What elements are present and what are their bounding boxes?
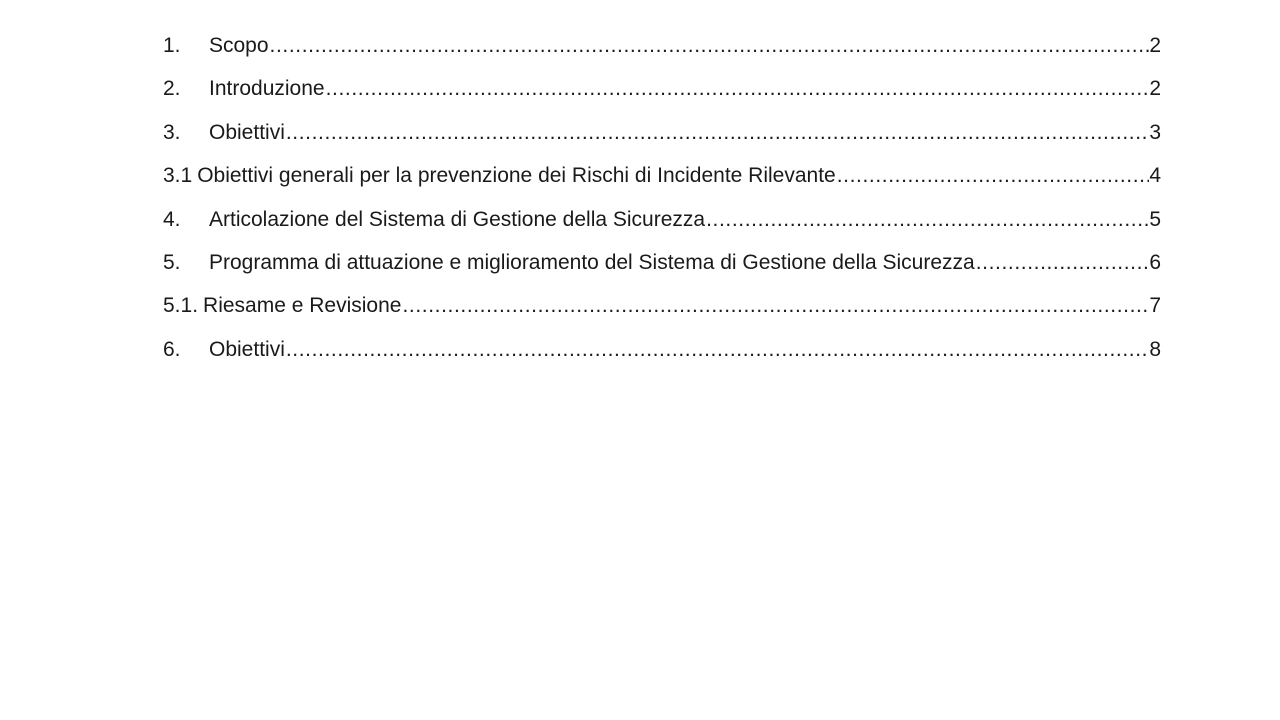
toc-entry-page: 6 [1149, 250, 1161, 274]
toc-entry-title: Programma di attuazione e miglioramento del Sistema di Gestione della Sicurezza [209, 250, 975, 274]
toc-entry-number: 3. [163, 120, 181, 144]
toc-entry-page: 2 [1149, 34, 1161, 57]
toc-dot-leader [325, 73, 1150, 105]
toc-entry-3[interactable] [163, 117, 1161, 160]
toc-entry-number: 5.1. [163, 294, 199, 318]
toc-entry-1[interactable] [163, 30, 1161, 73]
toc-dot-leader [401, 290, 1149, 322]
toc-entry-5[interactable] [163, 247, 1161, 290]
toc-dot-leader [285, 334, 1149, 366]
toc-dot-leader [285, 117, 1149, 149]
toc-entry-number: 2. [163, 77, 181, 101]
toc-entry-2[interactable] [163, 73, 1161, 116]
toc-dot-leader [269, 30, 1150, 62]
toc-entry-number: 5. [163, 250, 181, 274]
toc-entry-page: 3 [1149, 120, 1161, 144]
toc-dot-leader [705, 204, 1149, 236]
toc-entry-page: 5 [1149, 207, 1161, 231]
toc-entry-6[interactable] [163, 334, 1161, 377]
table-of-contents [163, 30, 1161, 377]
toc-entry-4[interactable] [163, 204, 1161, 247]
toc-entry-page: 2 [1149, 77, 1161, 101]
toc-entry-title: Obiettivi [209, 120, 285, 144]
toc-entry-number: 1. [163, 34, 181, 57]
toc-entry-page: 8 [1149, 337, 1161, 361]
toc-dot-leader [975, 247, 1150, 279]
toc-dot-leader [836, 160, 1150, 192]
toc-entry-title: Scopo [209, 34, 269, 57]
toc-entry-page: 4 [1149, 164, 1161, 188]
toc-entry-title: Riesame e Revisione [203, 294, 402, 318]
toc-entry-title: Articolazione del Sistema di Gestione della Sicurezza [209, 207, 706, 231]
toc-entry-5-1[interactable] [163, 290, 1161, 333]
toc-entry-title: Obiettivi [209, 337, 285, 361]
toc-entry-number: 3.1 [163, 164, 193, 188]
toc-entry-page: 7 [1149, 294, 1161, 318]
toc-entry-title: Obiettivi generali per la prevenzione dei Rischi di Incidente Rilevante [197, 164, 836, 188]
toc-entry-3-1[interactable] [163, 160, 1161, 203]
toc-entry-number: 4. [163, 207, 181, 231]
toc-entry-number: 6. [163, 337, 181, 361]
toc-entry-title: Introduzione [209, 77, 325, 101]
